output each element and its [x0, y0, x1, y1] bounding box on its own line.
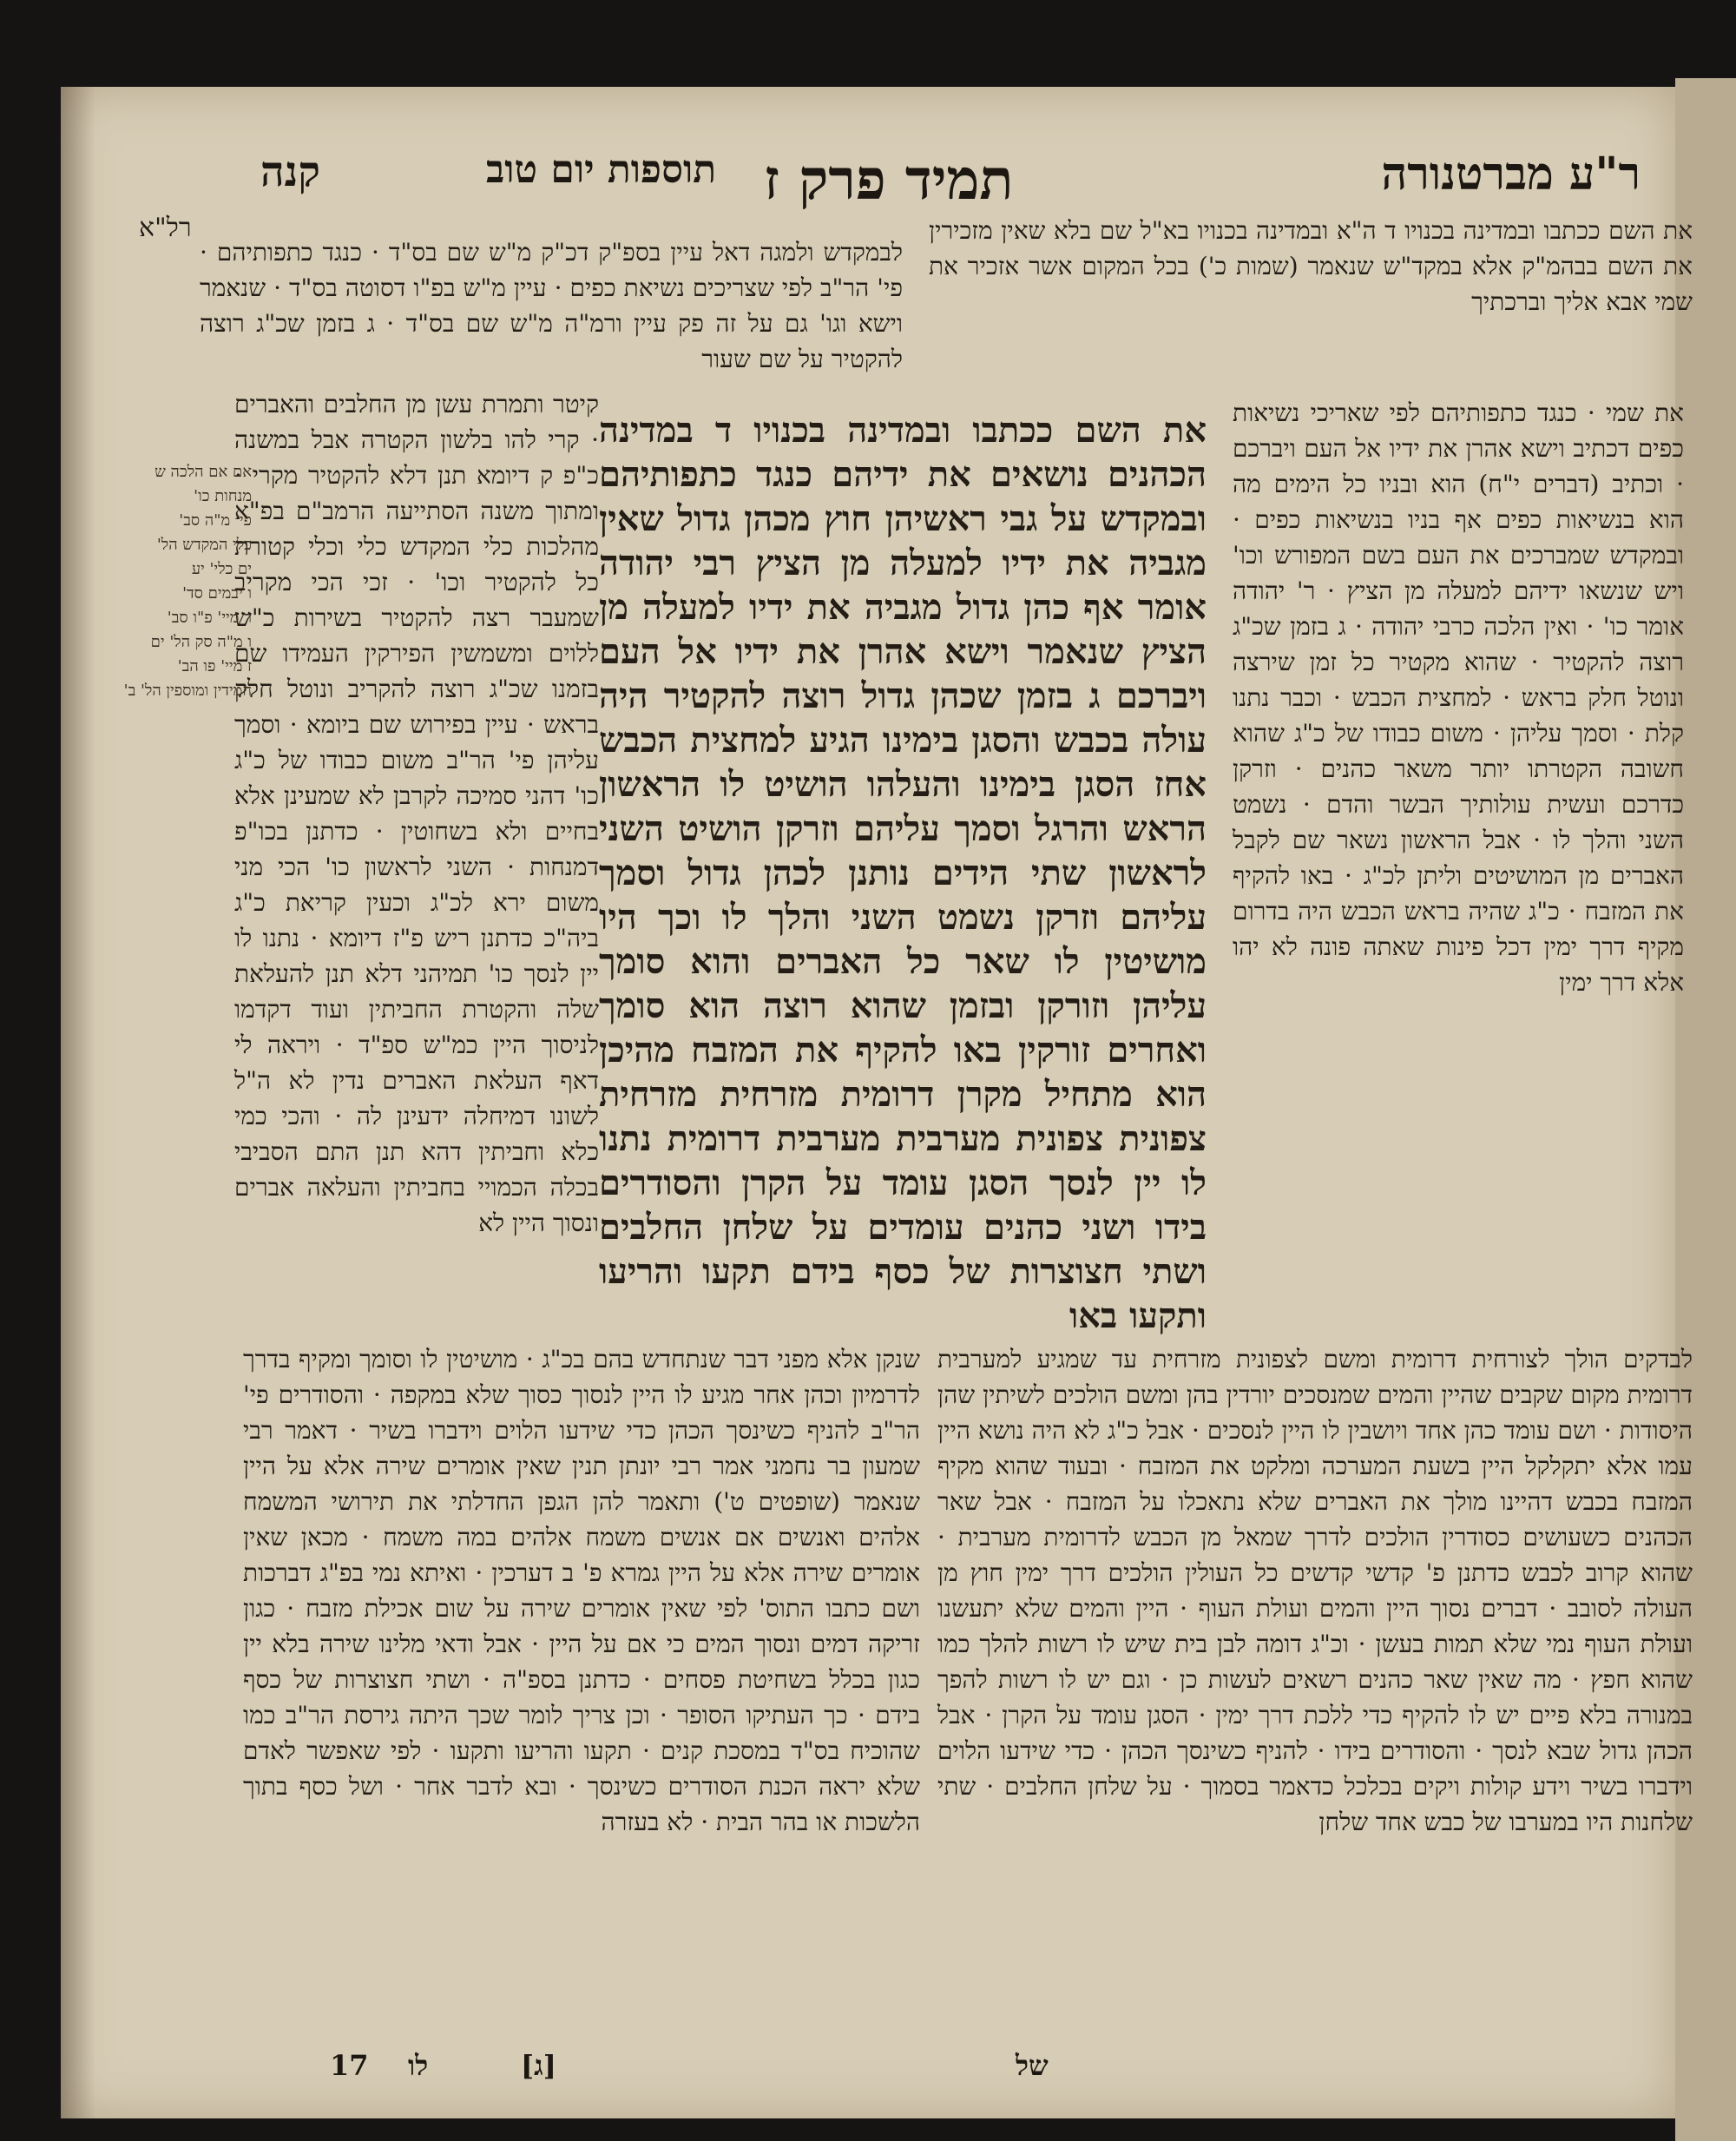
- margin-note: אם אם הלכה ש: [155, 463, 252, 481]
- marginal-references: [122, 460, 252, 703]
- bartenura-text: את שמי · כנגד כתפותיהם לפי שאריכי נשיאות כפים דכתיב וישא אהרן את ידיו אל העם ויברכם · וכתיב (דברים י"ח) הוא ובניו כל הימים מה הוא בנשיאות כפים אף בניו בנשיאות כפים · ובמקדש שמברכים את העם בשם המפורש וכו' ויש שנשאו ידיהם למעלה מן הציץ · ר' יהודה אומר כו' · ואין הלכה כרבי יהודה · ג בזמן שכ"ג רוצה להקטיר · שהוא מקטיר כל זמן שירצה ונוטל חלק בראש · למחצית הכבש · וכבר נתנו קלת · וסמך עליהן · משום כבודו של כ"ג שהוא חשובה הקטרתו יותר משאר כהנים · וזרקן כדרכם ועשית עולותיך הבשר והדם · נשמט השני והלך לו · אבל הראשון נשאר שם לקבל האברים מן המושיטים וליתן לכ"ג · באו להקיף את המזבח · כ"ג שהיה בראש הכבש היה בדרום מקיף דרך ימין דכל פינות שאתה פונה לא יהו אלא דרך ימין: [1233, 399, 1684, 997]
- margin-note: פי' מ"ה סב': [179, 511, 252, 530]
- mishnah-text: את השם ככתבו ובמדינה בכנויו ד במדינה הכהנים נושאים את ידיהם כנגד כתפותיהם ובמקדש על גבי ראשיהן חוץ מכהן גדול שאין מגביה את ידיו למעלה מן הציץ רבי יהודה אומר אף כהן גדול מגביה את ידיו למעלה מן הציץ שנאמר וישא אהרן את ידיו אל העם ויברכם ג בזמן שכהן גדול רוצה להקטיר היה עולה בכבש והסגן בימינו הגיע למחצית הכבש אחז הסגן בימינו והעלהו הושיט לו הראשון הראש והרגל וסמך עליהם וזרקן הושיט השני לראשון שתי הידים נותנן לכהן גדול וסמך עליהם וזרקן נשמט השני והלך לו וכך היו מושיטין לו שאר כל האברים והוא סומך עליהן וזורקן ובזמן שהוא רוצה הוא סומך ואחרים זורקין באו להקיף את המזבח מהיכן הוא מתחיל מקרן דרומית מזרחית מזרחית צפונית צפונית מערבית מערבית דרומית נתנו לו יין לנסך הסגן עומד על הקרן והסודרים בידו ושני כהנים עומדים על שלחן החלבים ושתי חצוצרות של כסף בידם תקעו והריעו ותקעו באו: [599, 410, 1207, 1336]
- header-tamid-chapter: תמיד פרק ז: [764, 148, 1014, 213]
- header-bartenura: ר"ע מברטנורה: [1381, 148, 1641, 201]
- tosafot-text-top: לבמקדש ולמגה דאל עיין בספ"ק דכ"ק מ"ש שם בס"ד · כנגד כתפותיהם · פי' הר"ב לפי שצריכים נשיאת כפים · עיין מ"ש בפ"ו דסוטה בס"ד · שנאמר וישא וגו' גם על זה פק עיין ורמ"ה מ"ש שם בס"ד · ג בזמן שכ"ג רוצה להקטיר על שם שעור: [200, 238, 903, 373]
- tosafot-text-bottom: שנקן אלא מפני דבר שנתחדש בהם בכ"ג · מושיטין לו וסומך ומקיף בדרך לדרמיון וכהן אחר מגיע לו היין לנסוך כסוך שלא במקפה · והסודרים פי' הר"ב להניף כשינסך הכהן כדי שידעו הלוים וידברו בשיר · דאמר רבי שמעון בר נחמני אמר רבי יונתן תנין שאין אומרים שירה אלא על היין שנאמר (שופטים ט') ותאמר להן הגפן החדלתי את תירושי המשמח אלהים ואנשים אם אנשים משמח אלהים במה משמח · מכאן שאין אומרים שירה אלא על היין גמרא פ' ב דערכין · ואיתא נמי בפ"ג דברכות ושם כתבו התוס' לפי שאין אומרים שירה על שום אכילת מזבח · כגון זריקה דמים ונסוך המים כי אם על היין · אבל ודאי מלינו שירה בלא יין כגון בכלל בשחיטת פסחים · כדתנן בספ"ה · ושתי חצוצרות של כסף בידם · כך העתיקו הסופר · וכן צריך לומר שכך היתה גירסת הר"ב כמו שהוכיח בס"ד במסכת קנים · תקעו והריעו ותקעו · לפי שאפשר לאדם שלא יראה הכנת הסודרים כשינסך · ובא לדבר אחר · ושל כסף בתוך הלשכות או בהר הבית · לא בעזרה: [243, 1345, 920, 1836]
- margin-note: ר מיי' פ"ו סב': [167, 609, 252, 627]
- bartenura-commentary-top: [929, 213, 1693, 320]
- margin-note: ז מיי' פו הב': [177, 657, 252, 675]
- mishnah-text-column: [599, 408, 1207, 1338]
- tosafot-text: קיטר ותמרת עשן מן החלבים והאברים · קרי להו בלשון הקטרה אבל במשנה כ"פ ק דיומא תנן דלא להקטיר מקרי · ומתוך משנה הסתייעה הרמב"ם בפ"א מהלכות כלי המקדש כלי וכלי קטורת כל להקטיר וכו' · זכי הכי מקריב שמעבר רצה להקטיר בשירות כ"ש ללוים ומשמשין הפירקין העמידו שם בזמנו שכ"ג רוצה להקריב ונוטל חלק בראש · עיין בפירוש שם ביומא · וסמך עליהן פי' הר"ב משום כבודו של כ"ג כו' דהני סמיכה לקרבן לא שמעינן אלא בחיים ולא בשחוטין · כדתנן בכו"פ דמנחות · השני לראשון כו' הכי מני משום ירא לכ"ג וכעין קריאת כ"ג ביה"כ כדתנן ריש פ"ז דיומא · נתנו לו יין לנסך כו' תמיהני דלא תנן להעלאת שלה והקטרת החביתין ועוד דקדמו לניסוך היין כמ"ש ספ"ד · ויראה לי דאף העלאת האברים נדין לא ה"ל לשונו דמיחלה ידעינן לה · והכי כמי כלא וחביתין דהא תנן התם הסביבי בכלה הכמויי בחביתין והעלאה אברים ונסוך היין לא: [234, 390, 599, 1237]
- tosafot-commentary-bottom: [243, 1341, 920, 1840]
- tosafot-commentary: [234, 386, 599, 1241]
- bartenura-commentary: [1233, 395, 1684, 1000]
- gutter-shadow: [61, 87, 95, 2118]
- margin-note: חמידין ומוספין הל' ב': [123, 682, 252, 700]
- margin-note: ו יבמים סד': [182, 584, 252, 603]
- header-kinnim: קנה: [260, 148, 320, 196]
- bartenura-commentary-bottom: [937, 1341, 1693, 1840]
- bartenura-text-bottom: לבדקים הולך לצורחית דרומית ומשם לצפונית מזרחית עד שמגיע למערבית דרומית מקום שקבים שהיין והמים שמנסכים יורדין בהן ומשם הולכים לשיתין שהן היסודות · ושם עומד כהן אחד ויושבין לו היין לנסכים · אבל כ"ג לא היה נושא היין עמו אלא יתקלקל היין בשעת המערכה ומלקט את המזבח · ובעוד שהוא מקיף המזבח בכבש דהיינו מולך את האברים שלא נתאכלו על המזבח · אבל שאר הכהנים כשעושים כסודרין הולכים לדרך שמאל מן הכבש לדרומית מערבית · שהוא קרוב לכבש כדתנן פ' קדשי קדשים כל העולין הולכים דרך ימין חוץ מן העולה לסובב · דברים נסוך היין והמים ועולת העוף · היין והמים שלא יתעשנו ועולת העוף נמי שלא תמות בעשן · וכ"ג דומה לבן בית שיש לו רשות להלך כמו שהוא חפץ · מה שאין שאר כהנים רשאים לעשות כן · וגם יש לו רשות להפך במנורה בלא פיים יש לו להקיף כדי ללכת דרך ימין · הסגן עומד על הקרן · אבל הכהן גדול שבא לנסך · והסודרים בידו · להניף כשינסך הכהן · כדי שידעו הלוים וידברו בשיר וידע קולות ויקים בכלכל כדאמר בסמוך · על שלחן החלבים · שתי שלחנות היו במערבו של כבש אחד שלחן: [937, 1345, 1693, 1836]
- tosafot-commentary-top: [200, 234, 903, 377]
- margin-note: כלי המקדש הל': [156, 536, 252, 554]
- margin-note: ים כלי' יע: [191, 560, 252, 578]
- catchword: של: [1016, 2049, 1049, 2082]
- footer-bracket: [ג]: [521, 2049, 556, 2082]
- header-tosafot-yom-tov: תוספות יום טוב: [486, 148, 717, 192]
- margin-note: מנחות כו': [194, 487, 252, 505]
- margin-note: ו מ"ה סק הל' ים: [150, 633, 252, 651]
- folio-number: רל"א: [139, 213, 192, 243]
- signature-mark: 17: [330, 2049, 369, 2082]
- bartenura-text-top: את השם ככתבו ובמדינה בכנויו ד ה"א ובמדינה בכנויו בא"ל שם בלא שאין מזכירין את השם בבהמ"ק אלא במקד"ש שנאמר (שמות כ') בכל המקום אשר אזכיר את שמי אבא אליך וברכתיך: [929, 216, 1693, 316]
- footer-mark: לו: [408, 2049, 429, 2082]
